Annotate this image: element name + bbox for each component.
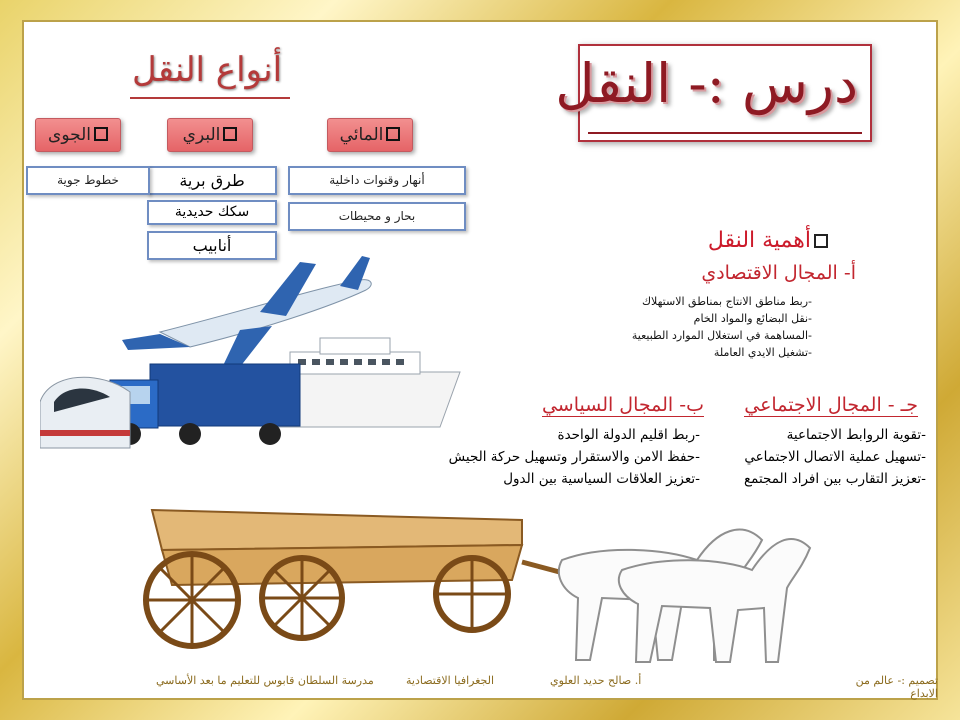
political-point: -ربط اقليم الدولة الواحدة (557, 427, 700, 443)
checkbox-bullet-icon (386, 127, 400, 141)
land-item-roads: طرق برية (147, 166, 277, 195)
checkbox-bullet-icon (223, 127, 237, 141)
title-underline (588, 132, 862, 134)
footer-subject: الجغرافيا الاقتصادية (406, 674, 495, 687)
economic-points (632, 293, 812, 361)
economic-heading: أ- المجال الاقتصادي (701, 262, 856, 284)
category-label: المائي (339, 125, 384, 145)
category-land-button[interactable] (167, 118, 253, 152)
lesson-title: درس :- النقل (555, 52, 858, 115)
footer-teacher: أ. صالح حديد العلوي (550, 674, 642, 687)
economic-point: -المساهمة في استغلال الموارد الطبيعية (631, 329, 812, 342)
types-title: أنواع النقل (131, 50, 283, 90)
political-points (449, 424, 700, 490)
social-point: -تعزيز التقارب بين افراد المجتمع (743, 471, 926, 487)
types-title-underline (130, 97, 290, 99)
category-label: البري (182, 125, 221, 145)
political-point: -تعزيز العلاقات السياسية بين الدول (503, 471, 700, 487)
importance-title-text: أهمية النقل (707, 228, 811, 253)
social-heading: جـ - المجال الاجتماعي (744, 394, 918, 416)
economic-point: -تشغيل الايدي العاملة (713, 346, 812, 359)
political-point: -حفظ الامن والاستقرار وتسهيل حركة الجيش (448, 449, 700, 465)
land-item-pipelines: أنابيب (147, 231, 277, 260)
horse-cart-illustration (142, 490, 822, 670)
land-item-railways: سكك حديدية (147, 200, 277, 225)
category-label: الجوى (48, 125, 91, 145)
lesson-title-box (555, 44, 872, 142)
social-points (744, 424, 926, 490)
footer-school: مدرسة السلطان قابوس للتعليم ما بعد الأساسي (156, 674, 374, 687)
water-item-rivers: أنهار وقنوات داخلية (288, 166, 466, 195)
economic-point: -نقل البضائع والمواد الخام (693, 312, 812, 325)
footer-design: تصميم :- عالم من الابداع (855, 674, 938, 700)
social-point: -تسهيل عملية الاتصال الاجتماعي (744, 449, 926, 465)
water-item-seas: بحار و محيطات (288, 202, 466, 231)
checkbox-bullet-icon (814, 234, 828, 248)
category-air-button[interactable] (35, 118, 121, 152)
political-heading: ب- المجال السياسي (541, 394, 704, 416)
slide (22, 20, 938, 700)
economic-point: -ربط مناطق الانتاج بمناطق الاستهلاك (641, 295, 812, 308)
category-water-button[interactable] (327, 118, 413, 152)
importance-title (708, 228, 828, 253)
transport-vehicles-illustration (40, 252, 470, 472)
air-item-airlines: خطوط جوية (26, 166, 150, 195)
social-point: -تقوية الروابط الاجتماعية (786, 427, 926, 443)
checkbox-bullet-icon (94, 127, 108, 141)
